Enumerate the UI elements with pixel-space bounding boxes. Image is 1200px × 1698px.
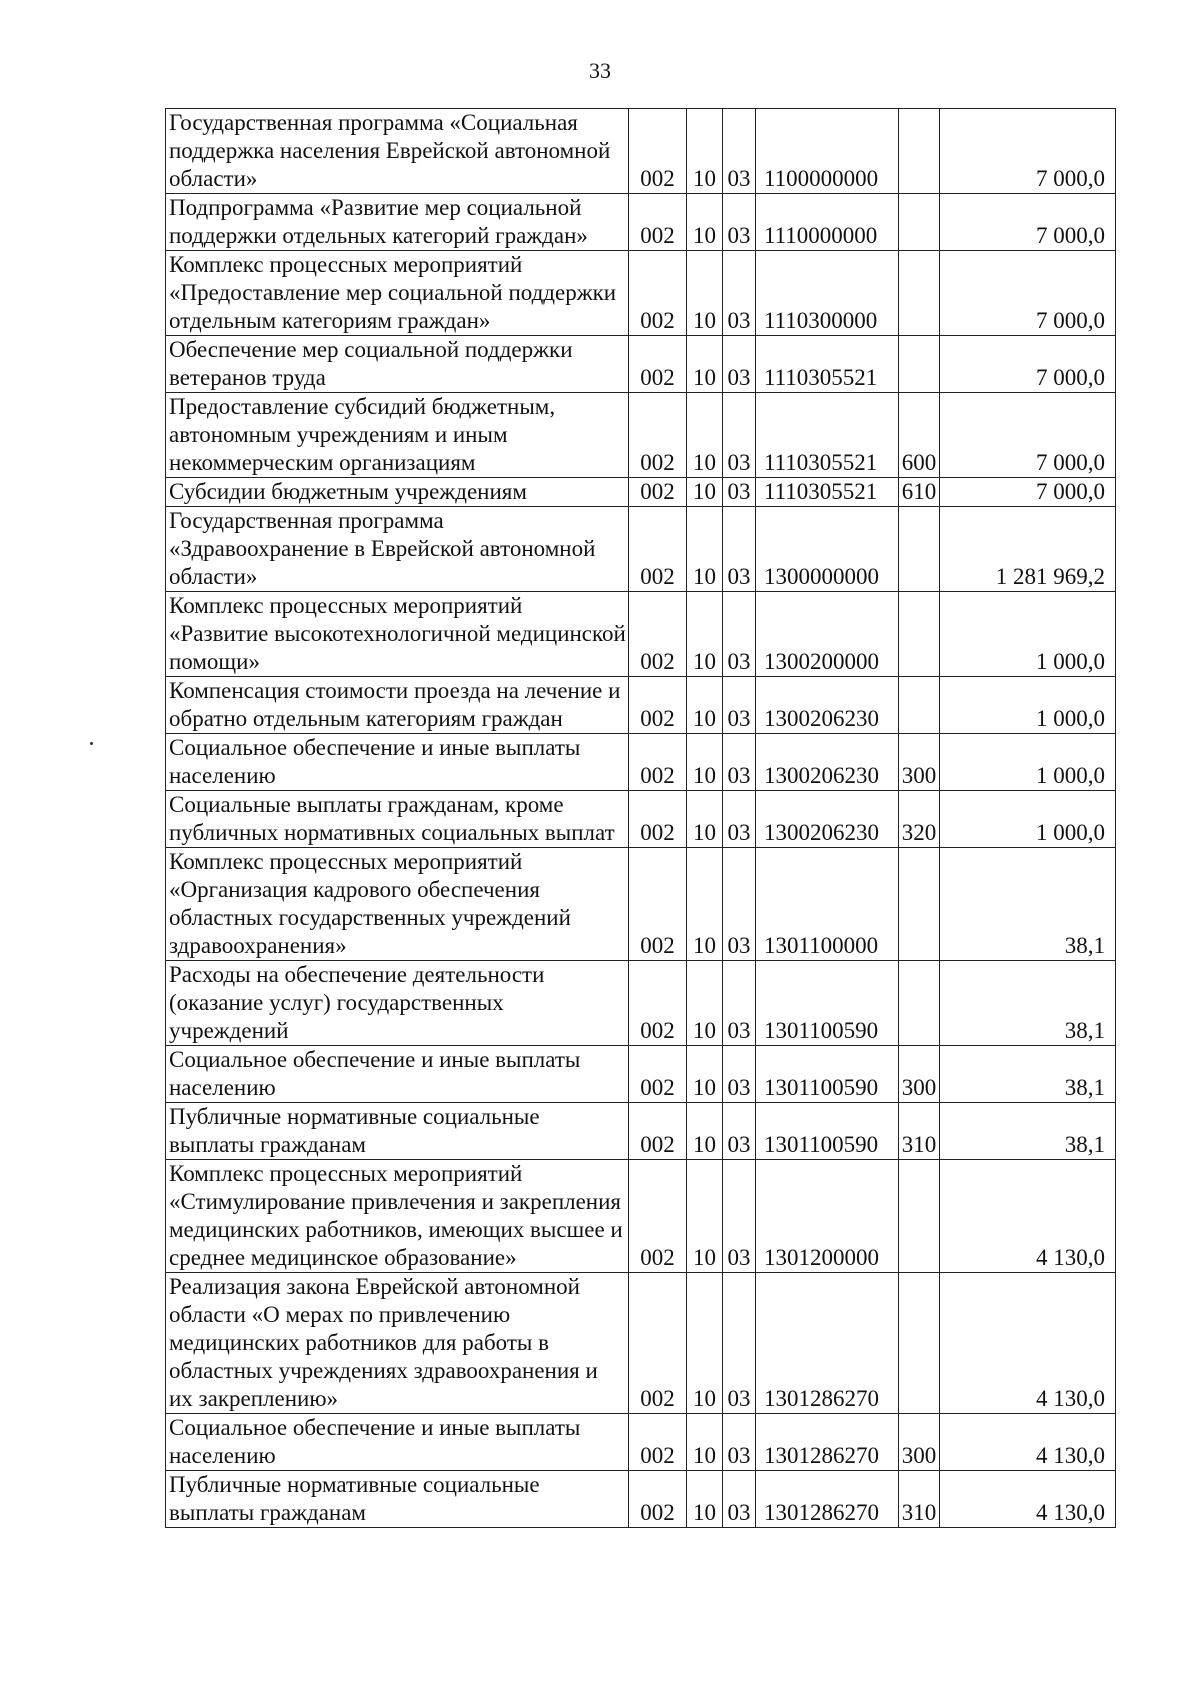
amount: 38,1 [940,848,1116,961]
expense-name: Комплекс процессных мероприятий «Развитие высокотехнологичной медицинской помощи» [166,592,629,677]
expense-name: Социальное обеспечение и иные выплаты населению [166,734,629,791]
amount: 4 130,0 [940,1471,1116,1528]
table-row [166,1414,1116,1471]
target-article-code: 1110300000 [756,251,899,336]
table-row [166,1103,1116,1160]
expense-type-code [899,592,940,677]
expense-name: Публичные нормативные социальные выплаты гражданам [166,1103,629,1160]
admin-code: 002 [629,1273,687,1414]
expense-name: Публичные нормативные социальные выплаты гражданам [166,1471,629,1528]
subsection-code: 03 [723,961,756,1046]
admin-code: 002 [629,478,687,507]
section-code: 10 [687,109,723,194]
amount: 1 000,0 [940,734,1116,791]
subsection-code: 03 [723,478,756,507]
admin-code: 002 [629,1103,687,1160]
expense-type-code [899,1160,940,1273]
expense-type-code [899,507,940,592]
target-article-code: 1110305521 [756,336,899,393]
section-code: 10 [687,194,723,251]
amount: 4 130,0 [940,1160,1116,1273]
section-code: 10 [687,1273,723,1414]
expense-name: Комплекс процессных мероприятий «Предоставление мер социальной поддержки отдельным категориям граждан» [166,251,629,336]
subsection-code: 03 [723,848,756,961]
expense-type-code: 610 [899,478,940,507]
admin-code: 002 [629,734,687,791]
section-code: 10 [687,1103,723,1160]
admin-code: 002 [629,194,687,251]
expense-type-code [899,848,940,961]
target-article-code: 1301200000 [756,1160,899,1273]
amount: 7 000,0 [940,336,1116,393]
subsection-code: 03 [723,336,756,393]
admin-code: 002 [629,507,687,592]
amount: 4 130,0 [940,1414,1116,1471]
expense-type-code [899,194,940,251]
expense-name: Компенсация стоимости проезда на лечение и обратно отдельным категориям граждан [166,677,629,734]
section-code: 10 [687,478,723,507]
subsection-code: 03 [723,1414,756,1471]
table-row [166,961,1116,1046]
amount: 1 000,0 [940,592,1116,677]
expense-type-code: 310 [899,1103,940,1160]
table-row [166,592,1116,677]
admin-code: 002 [629,336,687,393]
subsection-code: 03 [723,677,756,734]
admin-code: 002 [629,791,687,848]
expense-name: Подпрограмма «Развитие мер социальной поддержки отдельных категорий граждан» [166,194,629,251]
section-code: 10 [687,393,723,478]
target-article-code: 1110000000 [756,194,899,251]
table-row [166,1046,1116,1103]
target-article-code: 1100000000 [756,109,899,194]
expense-type-code: 320 [899,791,940,848]
amount: 1 281 969,2 [940,507,1116,592]
table-row [166,194,1116,251]
expense-type-code [899,961,940,1046]
table-row [166,791,1116,848]
expense-name: Комплекс процессных мероприятий «Организация кадрового обеспечения областных государственных учреждений здравоохранения» [166,848,629,961]
subsection-code: 03 [723,1160,756,1273]
table-row [166,677,1116,734]
subsection-code: 03 [723,1103,756,1160]
section-code: 10 [687,791,723,848]
table-row [166,109,1116,194]
section-code: 10 [687,507,723,592]
amount: 7 000,0 [940,194,1116,251]
target-article-code: 1300206230 [756,734,899,791]
subsection-code: 03 [723,791,756,848]
target-article-code: 1300000000 [756,507,899,592]
section-code: 10 [687,336,723,393]
admin-code: 002 [629,109,687,194]
page-number: 33 [589,58,611,83]
section-code: 10 [687,848,723,961]
target-article-code: 1110305521 [756,393,899,478]
expense-name: Субсидии бюджетным учреждениям [166,478,629,507]
expense-type-code: 600 [899,393,940,478]
expense-name: Социальные выплаты гражданам, кроме публичных нормативных социальных выплат [166,791,629,848]
section-code: 10 [687,961,723,1046]
table-row [166,393,1116,478]
amount: 38,1 [940,1103,1116,1160]
expense-name: Обеспечение мер социальной поддержки ветеранов труда [166,336,629,393]
expense-name: Комплекс процессных мероприятий «Стимулирование привлечения и закрепления медицинских работников, имеющих высшее и среднее медицинское образование» [166,1160,629,1273]
admin-code: 002 [629,848,687,961]
target-article-code: 1301286270 [756,1414,899,1471]
subsection-code: 03 [723,251,756,336]
expense-name: Предоставление субсидий бюджетным, автономным учреждениям и иным некоммерческим организациям [166,393,629,478]
amount: 7 000,0 [940,251,1116,336]
expense-type-code: 300 [899,734,940,791]
section-code: 10 [687,1471,723,1528]
table-row [166,336,1116,393]
target-article-code: 1301100590 [756,961,899,1046]
section-code: 10 [687,734,723,791]
target-article-code: 1301286270 [756,1273,899,1414]
target-article-code: 1301100590 [756,1046,899,1103]
expense-type-code: 300 [899,1414,940,1471]
target-article-code: 1110305521 [756,478,899,507]
budget-table-body [166,109,1116,1528]
budget-table [165,108,1116,1528]
subsection-code: 03 [723,1273,756,1414]
expense-type-code [899,109,940,194]
table-row [166,1273,1116,1414]
table-row [166,734,1116,791]
section-code: 10 [687,1414,723,1471]
subsection-code: 03 [723,734,756,791]
subsection-code: 03 [723,507,756,592]
amount: 38,1 [940,961,1116,1046]
admin-code: 002 [629,1471,687,1528]
section-code: 10 [687,1160,723,1273]
amount: 4 130,0 [940,1273,1116,1414]
admin-code: 002 [629,961,687,1046]
amount: 7 000,0 [940,478,1116,507]
expense-name: Государственная программа «Здравоохранение в Еврейской автономной области» [166,507,629,592]
admin-code: 002 [629,251,687,336]
subsection-code: 03 [723,1471,756,1528]
expense-type-code [899,251,940,336]
subsection-code: 03 [723,393,756,478]
admin-code: 002 [629,1046,687,1103]
admin-code: 002 [629,1160,687,1273]
expense-type-code [899,677,940,734]
table-row [166,251,1116,336]
target-article-code: 1301100590 [756,1103,899,1160]
section-code: 10 [687,251,723,336]
target-article-code: 1300206230 [756,677,899,734]
target-article-code: 1301286270 [756,1471,899,1528]
expense-type-code: 310 [899,1471,940,1528]
subsection-code: 03 [723,592,756,677]
amount: 38,1 [940,1046,1116,1103]
expense-name: Реализация закона Еврейской автономной области «О мерах по привлечению медицинских работников для работы в областных учреждениях здравоохранения и их закреплению» [166,1273,629,1414]
section-code: 10 [687,1046,723,1103]
table-row [166,507,1116,592]
expense-type-code [899,1273,940,1414]
table-row [166,478,1116,507]
admin-code: 002 [629,393,687,478]
expense-name: Расходы на обеспечение деятельности (оказание услуг) государственных учреждений [166,961,629,1046]
amount: 1 000,0 [940,791,1116,848]
table-row [166,848,1116,961]
amount: 7 000,0 [940,393,1116,478]
expense-type-code [899,336,940,393]
expense-name: Государственная программа «Социальная поддержка населения Еврейской автономной области» [166,109,629,194]
subsection-code: 03 [723,109,756,194]
subsection-code: 03 [723,1046,756,1103]
expense-name: Социальное обеспечение и иные выплаты населению [166,1046,629,1103]
scan-speck [90,742,93,745]
target-article-code: 1300200000 [756,592,899,677]
expense-type-code: 300 [899,1046,940,1103]
table-row [166,1160,1116,1273]
section-code: 10 [687,677,723,734]
admin-code: 002 [629,1414,687,1471]
target-article-code: 1301100000 [756,848,899,961]
table-row [166,1471,1116,1528]
section-code: 10 [687,592,723,677]
expense-name: Социальное обеспечение и иные выплаты населению [166,1414,629,1471]
subsection-code: 03 [723,194,756,251]
target-article-code: 1300206230 [756,791,899,848]
amount: 7 000,0 [940,109,1116,194]
admin-code: 002 [629,592,687,677]
admin-code: 002 [629,677,687,734]
amount: 1 000,0 [940,677,1116,734]
